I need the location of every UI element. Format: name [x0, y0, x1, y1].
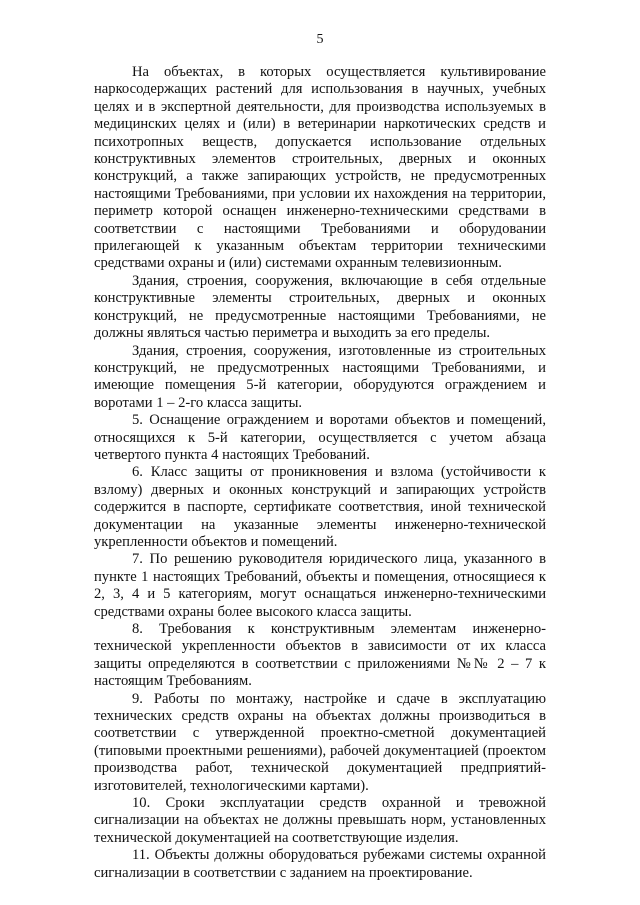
- paragraph-item-9: 9. Работы по монтажу, настройке и сдаче в эксплуатацию технических средств охраны на объектах должны производиться в соответствии с утвержденной проектно-сметной документацией (типовыми проектными решениями), рабочей документацией (проектом производства работ, технической документацией предприятий-изготовителей, технологическими картами).: [94, 690, 546, 794]
- paragraph-culturing-objects: На объектах, в которых осуществляется культивирование наркосодержащих растений для использования в научных, учебных целях и в экспертной деятельности, для производства используемых в медицинских целях и (или) в ветеринарии наркотических средств и психотропных веществ, допускается использование отдельных конструктивных элементов строительных, дверных и оконных конструкций, а также запирающих устройств, не предусмотренных настоящими Требованиями, при условии их нахождения на территории, периметр которой оснащен инженерно-техническими средствами в соответствии с настоящими Требованиями и оборудовании прилегающей к указанным объектам территории техническими средствами охраны и (или) системами охранным телевизионным.: [94, 64, 546, 272]
- paragraph-item-7: 7. По решению руководителя юридического лица, указанного в пункте 1 настоящих Требований, объекты и помещения, относящиеся к 2, 3, 4 и 5 категориям, могут оснащаться инженерно-техническими средствами охраны более высокого класса защиты.: [94, 551, 546, 620]
- page-number: 5: [316, 32, 324, 47]
- paragraph-buildings-category-5: Здания, строения, сооружения, изготовленные из строительных конструкций, не предусмотренных настоящими Требованиями, и имеющие помещения 5-й категории, оборудуются ограждением и воротами 1 – 2-го класса защиты.: [94, 342, 546, 411]
- paragraph-item-10: 10. Сроки эксплуатации средств охранной и тревожной сигнализации на объектах не должны превышать норм, установленных технической документацией на соответствующие изделия.: [94, 795, 546, 846]
- paragraph-item-6: 6. Класс защиты от проникновения и взлома (устойчивости к взлому) дверных и оконных конструкций и запирающих устройств содержится в паспорте, сертификате соответствия, иной технической документации на указанные элементы инженерно-технической укрепленности объектов и помещений.: [94, 464, 546, 550]
- document-body: [94, 64, 546, 882]
- paragraph-item-8: 8. Требования к конструктивным элементам инженерно-технической укрепленности объектов в зависимости от их класса защиты определяются в соответствии с приложениями №№ 2 – 7 к настоящим Требованиям.: [94, 621, 546, 690]
- paragraph-item-5: 5. Оснащение ограждением и воротами объектов и помещений, относящихся к 5-й категории, осуществляется с учетом абзаца четвертого пункта 4 настоящих Требований.: [94, 412, 546, 463]
- paragraph-buildings-perimeter: Здания, строения, сооружения, включающие в себя отдельные конструктивные элементы строительных, дверных и оконных конструкций, не предусмотренные настоящими Требованиями, не должны являться частью периметра и выходить за его пределы.: [94, 272, 546, 342]
- paragraph-item-11: 11. Объекты должны оборудоваться рубежами системы охранной сигнализации в соответствии с заданием на проектирование.: [94, 847, 546, 881]
